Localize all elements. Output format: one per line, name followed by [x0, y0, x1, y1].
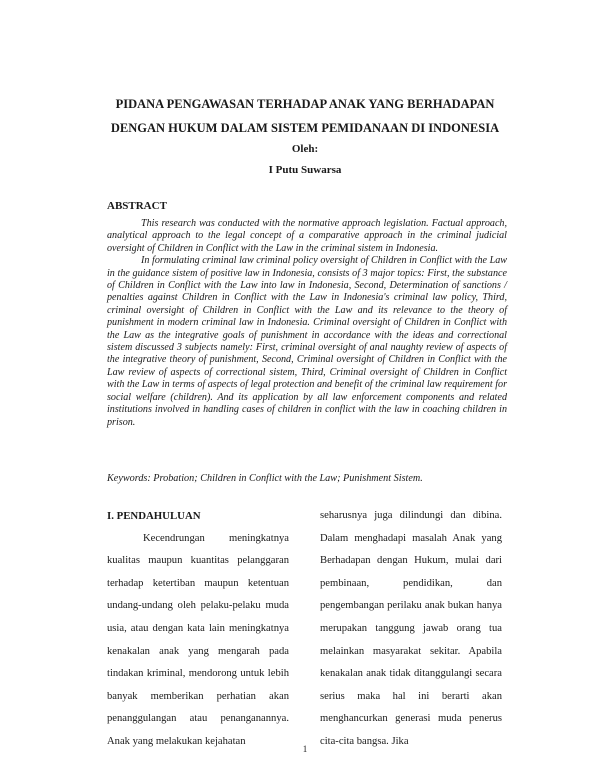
body-column-left	[107, 505, 289, 754]
abstract-body	[107, 218, 507, 429]
section-heading: I. PENDAHULUAN	[107, 510, 201, 522]
title-line-1: PIDANA PENGAWASAN TERHADAP ANAK YANG BERHADAPAN	[115, 97, 495, 111]
body-paragraph-right: seharusnya juga dilindungi dan dibina. Dalam menghadapi masalah Anak yang Berhadapan dengan Hukum, mulai dari pembinaan, pendidikan, dan pengembangan perilaku anak bukan hanya merupakan tanggung jawab orang tua melainkan masyarakat sekitar. Apabila kenakalan anak tidak ditanggulangi secara serius maka hal ini berarti akan menghancurkan generasi muda penerus cita-cita bangsa. Jika	[320, 510, 502, 747]
body-column-right	[320, 505, 502, 754]
byline-label: Oleh:	[291, 143, 319, 155]
paper-title	[100, 92, 510, 140]
title-line-2: DENGAN HUKUM DALAM SISTEM PEMIDANAAN DI INDONESIA	[110, 121, 500, 135]
abstract-paragraph-1: This research was conducted with the normative approach legislation. Factual approach, analytical approach to the legal concept of a comparative approach in the criminal judicial oversight of Children in Conflict with the Law in the criminal sistem in Indonesia.	[107, 218, 507, 254]
author-name: I Putu Suwarsa	[268, 164, 342, 176]
abstract-heading: ABSTRACT	[107, 200, 167, 212]
body-paragraph-left: Kecendrungan meningkatnya kualitas maupun kuantitas pelanggaran terhadap ketertiban maupun ketentuan undang-undang oleh pelaku-pelaku muda usia, atau dengan kata lain meningkatnya kenakalan anak yang mengarah pada tindakan kriminal, mendorong untuk lebih banyak memberikan perhatian akan penanggulangan atau penanganannya. Anak yang melakukan kejahatan	[107, 532, 289, 747]
page-number: 1	[302, 744, 308, 754]
abstract-paragraph-2: In formulating criminal law criminal policy oversight of Children in Conflict with the Law in the guidance sistem of positive law in Indonesia, consists of 3 major topics: First, the substance of Children in Conflict with the Law into law in Indonesia, Second, Determination of sanctions / penalties against Children in Conflict with the Law in Indonesia's criminal law policy, Third, criminal oversight of Children in Conflict with the Law and its relevance to the theory of punishment in modern criminal law in Indonesia. Criminal oversight of Children in Conflict with the Law as the integrative goals of punishment in accordance with the ideas and correctional sistem discussed 3 subjects namely: First, criminal oversight of anal naughty review of aspects of the integrative theory of punishment, Second, Criminal oversight of Children in Conflict with the Law review of aspects of correctional sistem, Third, Criminal oversight of Children in Conflict with the Law in terms of aspects of legal protection and benefit of the criminal law requirement for social welfare (children). And its application by all law enforcement components and related institutions involved in handling cases of children in conflict with the law in coaching children in prison.	[107, 255, 507, 428]
keywords: Keywords: Probation; Children in Conflict with the Law; Punishment Sistem.	[107, 473, 423, 484]
